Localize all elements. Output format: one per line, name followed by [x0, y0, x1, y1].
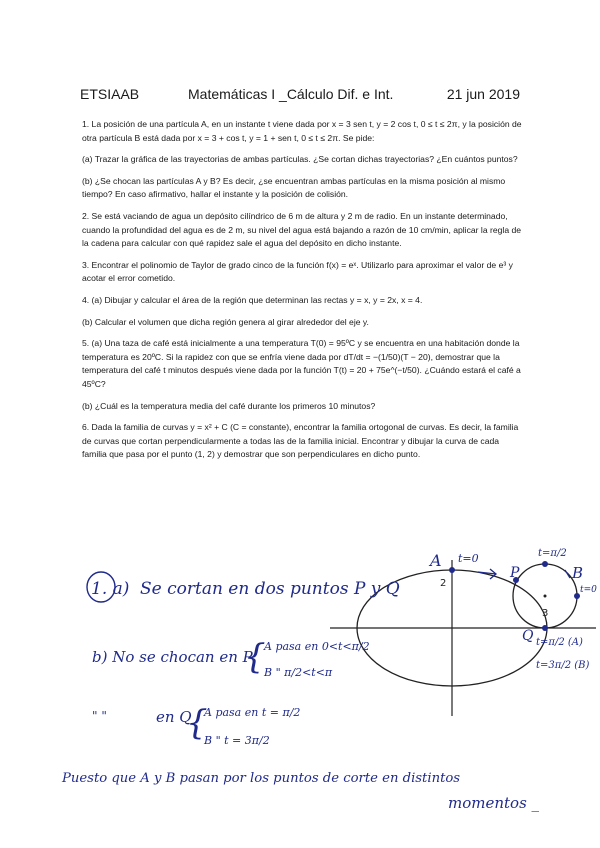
sketch-label-3: 3: [542, 608, 549, 619]
question-3: 3. Encontrar el polinomio de Taylor de grado cinco de la función f(x) = eˣ. Utilizarlo para aproximar el valor de e³ y acotar el error cometido.: [82, 259, 513, 284]
sketch-label-a: A: [430, 551, 442, 570]
hw-line3-ditto: " ": [92, 709, 107, 723]
hw-line5: momentos _: [448, 794, 540, 812]
question-5a: 5. (a) Una taza de café está inicialmente a una temperatura T(0) = 95ºC y se encuentra en una habitación donde la temperatura es 20ºC. Si la rapidez con que se enfría viene dada por dT/dt = −(1/50)(T − 20), demostrar que la temperatura del café t minutos después viene dada por la función T(t) = 20 + 75e^(−t/50). ¿Cuándo estará el café a 45ºC?: [82, 338, 521, 389]
sketch-label-b-time-right: t=0: [580, 585, 597, 595]
sketch-label-a-time: t=0: [458, 552, 479, 565]
question-4a: 4. (a) Dibujar y calcular el área de la región que determinan las rectas y = x, y = 2x, x = 4.: [82, 294, 423, 305]
point-q-marker: [542, 625, 548, 631]
question-5b: (b) ¿Cuál es la temperatura media del café durante los primeros 10 minutos?: [82, 400, 376, 411]
hw-line2-a: A pasa en 0<t<π/2: [264, 640, 370, 653]
hw-line4: Puesto que A y B pasan por los puntos de corte en distintos: [62, 771, 461, 786]
hw-line1: Se cortan en dos puntos P y Q: [140, 579, 400, 599]
question-1b: (b) ¿Se chocan las partículas A y B? Es decir, ¿se encuentran ambas partículas en la misma posición al mismo tiempo? En caso afirmativo, hallar el instante y la posición de colisión.: [82, 175, 506, 200]
subject-title: Matemáticas I _Cálculo Dif. e Int.: [188, 86, 394, 102]
question-1: 1. La posición de una partícula A, en un instante t viene dada por x = 3 sen t, y = 2 cos t, 0 ≤ t ≤ 2π, y la posición de otra partícula B está dada por x = 3 + cos t, y = 1 + sen t, 0 ≤ t ≤ 2π. Se pide:: [82, 119, 522, 143]
sketch-label-q-time-b: t=3π/2 (B): [536, 660, 590, 671]
sketch-label-p: P: [510, 565, 520, 581]
point-b-top-marker: [542, 561, 548, 567]
question-6: 6. Dada la familia de curvas y = x² + C (C = constante), encontrar la familia ortogonal de curvas. Es decir, la familia de curvas que cortan perpendicularmente a todas las de la familia inicial. Encontrar y dibujar la curva de cada familia que pasa por el punto (1, 2) y demostrar que son perpendiculares en dicho punto.: [82, 422, 519, 460]
hw-brace-1-icon: {: [244, 637, 266, 677]
circle-center-marker: [544, 595, 547, 598]
sketch-label-2: 2: [440, 578, 447, 589]
hw-line2-label: b) No se chocan en P: [92, 648, 253, 666]
hw-line2-b: B " π/2<t<π: [264, 666, 333, 679]
question-4b: (b) Calcular el volumen que dicha región genera al girar alrededor del eje y.: [82, 316, 369, 327]
hw-brace-2-icon: {: [186, 703, 208, 743]
sketch-label-q: Q: [522, 628, 534, 644]
question-2: 2. Se está vaciando de agua un depósito cilíndrico de 6 m de altura y 2 m de radio. En un instante determinado, cuando la profundidad del agua es de 2 m, su nivel del agua está bajando a razón de 10 cm/min, aplicar la regla de la cadena para calcular con qué rapidez sale el agua del depósito en dicho instante.: [82, 210, 522, 249]
sketch-label-q-time-a: t=π/2 (A): [536, 637, 583, 648]
arrow-b-direction-icon: [565, 570, 570, 578]
exam-date: 21 jun 2019: [446, 86, 520, 102]
hw-line3-label: en Q: [156, 708, 192, 726]
point-a-marker: [449, 567, 455, 573]
school-name: ETSIAAB: [80, 86, 140, 102]
question-1a: (a) Trazar la gráfica de las trayectorias de ambas partículas. ¿Se cortan dichas trayectorias? ¿En cuántos puntos?: [82, 154, 518, 165]
sketch-label-b-time-top: t=π/2: [538, 548, 567, 559]
hw-line3-a: A pasa en t = π/2: [204, 706, 301, 719]
hw-line3-b: B " t = 3π/2: [204, 734, 270, 747]
hw-line1-number: 1. a): [91, 579, 130, 599]
sketch-label-b: B: [572, 564, 584, 582]
